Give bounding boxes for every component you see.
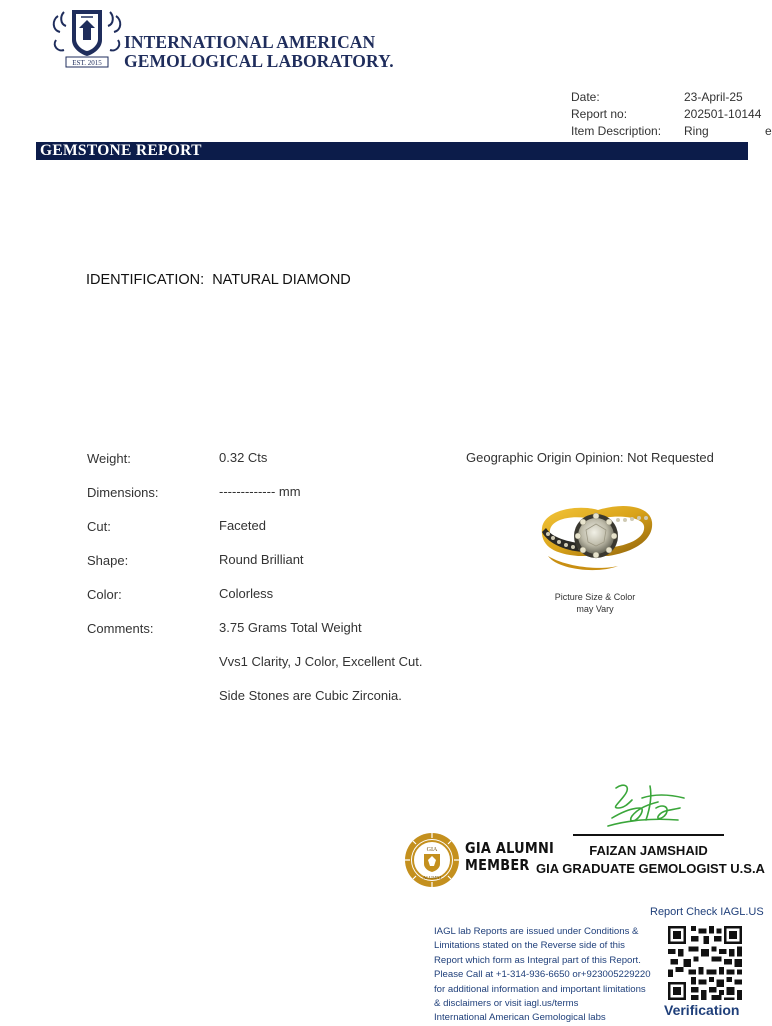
shape-label: Shape:	[87, 553, 129, 568]
ring-photo-icon	[538, 500, 656, 582]
shape-value: Round Brilliant	[219, 552, 304, 567]
dimensions-label: Dimensions:	[87, 485, 159, 500]
identification: IDENTIFICATION: NATURAL DIAMOND	[86, 272, 351, 288]
weight-label: Weight:	[87, 451, 131, 466]
comments-label: Comments:	[87, 621, 154, 636]
gia-alumni-text	[465, 840, 554, 874]
gia-alumni-seal-icon	[404, 832, 460, 888]
cut-value: Faceted	[219, 518, 266, 533]
comments-line-2: Vvs1 Clarity, J Color, Excellent Cut.	[219, 654, 423, 669]
lab-name	[124, 33, 394, 71]
item-description-value: Ring	[684, 124, 709, 138]
date-label: Date:	[571, 90, 600, 104]
item-description-extra: e	[765, 124, 772, 138]
disclaimer	[434, 925, 666, 1026]
gia-alumni-line2: MEMBER	[465, 856, 530, 874]
lab-name-line1: INTERNATIONAL AMERICAN	[124, 32, 376, 52]
qr-code-icon[interactable]	[668, 926, 742, 1000]
report-number-label: Report no:	[571, 107, 628, 121]
weight-value: 0.32 Cts	[219, 450, 268, 465]
item-description-label: Item Description:	[571, 124, 662, 138]
report-banner-title: GEMSTONE REPORT	[40, 142, 202, 159]
disclaimer-line: International American Gemological labs	[434, 1012, 606, 1024]
geographic-origin: Geographic Origin Opinion: Not Requested	[466, 450, 714, 465]
report-check-link[interactable]: Report Check IAGL.US	[650, 906, 764, 918]
disclaimer-line: Limitations stated on the Reverse side of this	[434, 940, 625, 952]
color-value: Colorless	[219, 586, 274, 601]
verification-label: Verification	[664, 1002, 740, 1018]
svg-text:EST. 2015: EST. 2015	[72, 59, 102, 67]
cut-label: Cut:	[87, 519, 111, 534]
disclaimer-line: Please Call at +1-314-936-6650 or+923005229220	[434, 969, 651, 981]
signatory-title: GIA GRADUATE GEMOLOGIST U.S.A	[536, 861, 765, 876]
disclaimer-line: for additional information and important limitations	[434, 983, 646, 995]
signature-line	[573, 834, 724, 836]
signatory-name: FAIZAN JAMSHAID	[589, 843, 708, 858]
disclaimer-line: IAGL lab Reports are issued under Conditions &	[434, 926, 639, 937]
picture-caption	[540, 591, 650, 615]
svg-text:ALUMNI: ALUMNI	[423, 875, 441, 880]
crest-logo-icon	[50, 6, 124, 68]
disclaimer-line: & disclaimers or visit iagl.us/terms	[434, 998, 579, 1010]
picture-caption-line1: Picture Size & Color	[554, 592, 636, 602]
disclaimer-line: Report which form as Integral part of this Report.	[434, 954, 641, 966]
signature-icon	[598, 778, 693, 830]
color-label: Color:	[87, 587, 122, 602]
dimensions-value: ------------- mm	[219, 484, 301, 499]
date-value: 23-April-25	[684, 90, 743, 104]
report-number-value: 202501-10144	[684, 107, 762, 121]
gia-alumni-line1: GIA ALUMNI	[465, 839, 555, 857]
svg-text:GIA: GIA	[426, 847, 438, 853]
lab-name-line2: GEMOLOGICAL LABORATORY.	[124, 51, 394, 71]
picture-caption-line2: may Vary	[576, 604, 614, 614]
report-banner	[36, 142, 748, 160]
comments-line-3: Side Stones are Cubic Zirconia.	[219, 688, 402, 703]
comments-value: 3.75 Grams Total Weight	[219, 620, 362, 635]
